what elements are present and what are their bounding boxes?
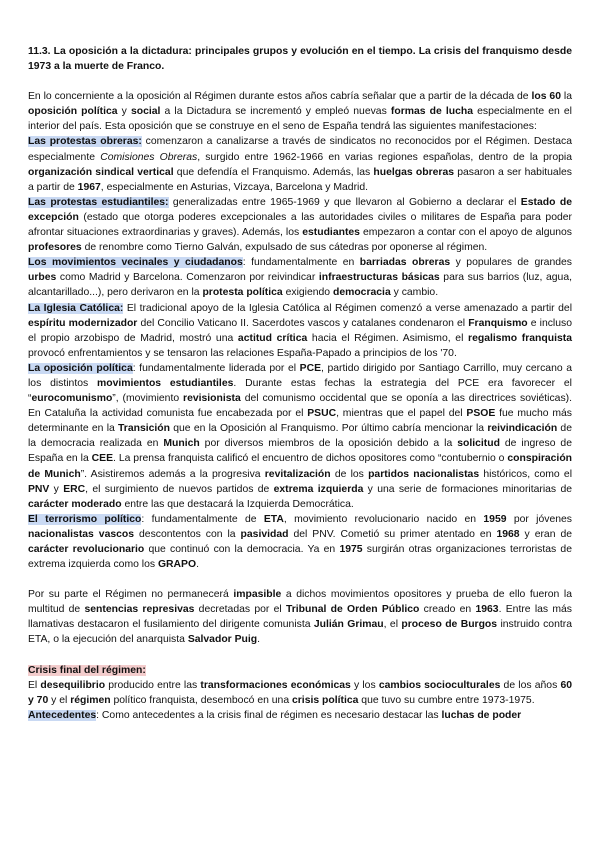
text: que defendía el Franquismo. Además, las <box>173 166 374 178</box>
iglesia-paragraph <box>28 301 572 361</box>
term: partidos nacionalistas <box>368 468 480 480</box>
term: 1967 <box>77 181 101 193</box>
term: los 60 <box>531 91 561 103</box>
text: surgirán otras organizaciones terroristas de extrema izquierda como los <box>28 544 572 571</box>
text: , mientras que el papel del <box>336 408 467 420</box>
text: de los <box>330 468 369 480</box>
regimen-paragraph <box>28 587 572 647</box>
crisis-heading-line <box>28 663 572 678</box>
term: estudiantes <box>302 227 360 239</box>
text: . <box>257 634 260 646</box>
term: nacionalistas vascos <box>28 528 135 540</box>
term: PNV <box>28 483 50 495</box>
text: , surgido entre 1962-1966 en varias regiones españolas, dentro de la propia <box>197 151 573 163</box>
term: 1975 <box>339 544 363 555</box>
politica-paragraph <box>28 361 572 512</box>
highlighted-heading: Las protestas estudiantiles: <box>28 196 169 208</box>
text: creado en <box>419 604 476 616</box>
term: Tribunal de Orden Público <box>285 604 420 616</box>
text: del comunismo occidental que se oponía a las directrices soviéticas). En Cataluña la actividad comunista fue encabezada por el <box>28 393 572 420</box>
text: , especialmente en Asturias, Vizcaya, Barcelona y Madrid. <box>100 181 369 193</box>
text: de renombre como Tierno Galván, expulsado de sus cátedras por oponerse al régimen. <box>81 242 488 254</box>
text: . Entre las más llamativas destacaron el fusilamiento del dirigente comunista <box>28 604 572 631</box>
term: urbes <box>28 272 57 284</box>
term: Julián Grimau <box>313 619 384 631</box>
text: hacia el Régimen. Asimismo, el <box>307 332 469 344</box>
text: por diversos miembros de la oposición debido a la <box>199 438 458 450</box>
text: Por su parte el Régimen no permanecerá <box>28 589 234 601</box>
text: a la Dictadura se incrementó y empleó nuevas <box>160 106 391 118</box>
term: 1968 <box>496 528 520 540</box>
text: de ingreso de España en la <box>28 438 572 465</box>
term: GRAPO <box>157 559 197 571</box>
text: fue mucho más determinante en la <box>28 408 572 435</box>
intro-paragraph <box>28 89 572 134</box>
text: generalizadas entre 1965-1969 y que llevaron al Gobierno a declarar el <box>168 196 521 208</box>
term: carácter moderado <box>28 498 122 510</box>
term: Estado de excepción <box>28 196 572 223</box>
term: desequilibrio <box>40 679 106 691</box>
text: y el <box>48 694 71 706</box>
term: sentencias represivas <box>84 604 195 616</box>
term: movimientos estudiantiles <box>96 377 234 389</box>
text: decretadas por el <box>194 604 286 616</box>
italic-term: Comisiones Obreras <box>100 151 198 163</box>
spacer <box>28 572 572 587</box>
term: profesores <box>28 242 82 254</box>
spacer <box>28 648 572 663</box>
highlighted-heading: Las protestas obreras: <box>28 136 142 148</box>
text: exigiendo <box>282 287 333 299</box>
crisis-heading: Crisis final del régimen: <box>28 664 146 676</box>
text: empezaron a contar con el apoyo de algunos <box>359 227 573 239</box>
term: PSUC <box>307 408 337 420</box>
obreras-paragraph <box>28 134 572 194</box>
text: y <box>49 483 64 495</box>
term: revitalización <box>264 468 331 480</box>
section-title: 11.3. La oposición a la dictadura: principales grupos y evolución en el tiempo. La crisis del franquismo desde 1973 a la muerte de Franco. <box>28 46 572 73</box>
text: y <box>117 106 131 118</box>
text: comenzaron a canalizarse a través de sindicatos no reconocidos por el Régimen. Destaca especialmente <box>28 136 572 163</box>
term: pasividad <box>240 528 289 540</box>
term: social <box>130 106 161 118</box>
text: ”, (movimiento <box>112 393 184 405</box>
text: como Madrid y Barcelona. Comenzaron por reivindicar <box>56 272 319 284</box>
text: del PNV. Cometió su primer atentado en <box>288 528 497 540</box>
text: que tuvo su cumbre entre 1973-1975. <box>358 694 535 706</box>
term: ERC <box>63 483 86 495</box>
term: conspiración de Munich <box>28 453 573 480</box>
highlighted-heading: La oposición política <box>28 362 133 374</box>
term: 1963 <box>475 604 499 616</box>
term: actitud crítica <box>237 332 308 344</box>
text: (estado que otorga poderes excepcionales a las autoridades civiles o militares de España para poder afrontar situaciones extraordinarias y graves). Además, los <box>28 211 572 239</box>
text: y cambio. <box>390 287 439 299</box>
text: del Concilio Vaticano II. Sacerdotes vascos y catalanes condenaron el <box>137 317 469 329</box>
term: oposición política <box>28 106 118 118</box>
term: Franquismo <box>468 317 528 329</box>
text: la <box>560 91 572 103</box>
term: 1959 <box>483 513 507 525</box>
text: instruido contra ETA, o la ejecución del anarquista <box>28 619 572 646</box>
text: . <box>196 559 199 571</box>
term: regalismo franquista <box>468 332 573 344</box>
text: que continuó con la democracia. Ya en <box>144 544 340 555</box>
text: y los <box>350 679 379 691</box>
text: descontentos con la <box>134 528 241 540</box>
term: extrema izquierda <box>273 483 364 495</box>
term: CEE <box>91 453 114 465</box>
term: eurocomunismo <box>31 393 113 405</box>
text: especialmente en el interior del país. Esta oposición que se construye en el seno de España tendrá las siguientes manifestaciones: <box>28 106 572 133</box>
term: ETA <box>263 513 284 525</box>
text: y una serie de formaciones minoritarias de <box>363 483 572 495</box>
text: que en la Oposición al Franquismo. Por último cabría mencionar la <box>170 423 488 435</box>
terrorismo-paragraph <box>28 512 572 572</box>
term: Munich <box>163 438 200 450</box>
term: Transición <box>118 423 170 435</box>
term: régimen <box>70 694 111 706</box>
text: : fundamentalmente de <box>141 513 264 525</box>
text: provocó enfrentamientos y se tensaron las relaciones España-Papado a principios de los '70. <box>28 347 457 359</box>
text: . Durante estas fechas la estrategia del PCE era favorecer el “ <box>28 377 572 405</box>
antecedentes-paragraph <box>28 708 572 723</box>
text: : Como antecedentes a la crisis final de régimen es necesario destacar las <box>96 709 442 721</box>
text: . La prensa franquista calificó el encuentro de dichos opositores como “contubernio o <box>113 453 508 465</box>
text: , partido dirigido por Santiago Carrillo, muy cercano a los distintos <box>28 362 572 389</box>
highlighted-heading: Antecedentes <box>28 709 97 721</box>
term: crisis política <box>291 694 359 706</box>
text: : fundamentalmente liderada por el <box>132 362 300 374</box>
term: reivindicación <box>487 423 558 435</box>
text: producido entre las <box>105 679 201 691</box>
term: organización sindical vertical <box>28 166 174 178</box>
term: impasible <box>233 589 282 601</box>
term: PSOE <box>466 408 496 420</box>
highlighted-heading: El terrorismo político <box>28 513 142 525</box>
text: para sus barrios (luz, agua, alcantarillado...), pero derivaron en la <box>28 272 572 299</box>
term: espíritu modernizador <box>28 317 138 329</box>
term: revisionista <box>183 393 241 405</box>
text: y populares de grandes <box>450 257 572 269</box>
text: a dichos movimientos opositores y prueba de ello fueron la multitud de <box>28 589 572 616</box>
text: ”. Asistiremos además a la progresiva <box>80 468 265 480</box>
term: transformaciones económicas <box>200 679 351 691</box>
text: por jóvenes <box>506 513 572 525</box>
highlighted-heading: La Iglesia Católica: <box>28 302 124 314</box>
term: infraestructuras básicas <box>318 272 440 284</box>
estudiantiles-paragraph <box>28 195 572 255</box>
term: Salvador Puig <box>187 634 258 646</box>
text: e incluso el propio arzobispo de Madrid, mostró una <box>28 317 572 344</box>
term: huelgas obreras <box>373 166 454 178</box>
text: y eran de <box>519 528 573 540</box>
term: luchas de poder <box>441 709 522 721</box>
crisis-paragraph <box>28 678 572 708</box>
highlighted-heading: Los movimientos vecinales y ciudadanos <box>28 257 243 269</box>
document-page <box>28 44 572 723</box>
text: de la democracia realizada en <box>28 423 572 450</box>
vecinales-paragraph <box>28 255 572 300</box>
term: barriadas obreras <box>359 257 451 269</box>
text: históricos, como el <box>479 468 572 480</box>
text: El tradicional apoyo de la Iglesia Católica al Régimen comenzó a verse amenazado a partir del <box>123 302 572 314</box>
spacer <box>28 74 572 89</box>
term: protesta política <box>202 287 283 299</box>
text: : fundamentalmente en <box>242 257 360 269</box>
text: , movimiento revolucionario nacido en <box>283 513 484 525</box>
text: entre las que destacará la Izquierda Democrática. <box>121 498 354 510</box>
term: formas de lucha <box>390 106 474 118</box>
text: pasaron a ser habituales a partir de <box>28 166 572 193</box>
text: de los años <box>500 679 561 691</box>
term: solicitud <box>457 438 500 450</box>
text: El <box>28 679 41 691</box>
text: , el surgimiento de nuevos partidos de <box>85 483 274 495</box>
text: , el <box>383 619 402 631</box>
text: En lo concerniente a la oposición al Régimen durante estos años cabría señalar que a partir de la década de <box>28 91 532 103</box>
term: proceso de Burgos <box>401 619 498 631</box>
term: democracia <box>332 287 391 299</box>
term: 60 y 70 <box>28 679 573 706</box>
text: político franquista, desembocó en una <box>110 694 292 706</box>
term: carácter revolucionario <box>28 544 145 555</box>
term: cambios socioculturales <box>378 679 501 691</box>
term: PCE <box>299 362 322 374</box>
